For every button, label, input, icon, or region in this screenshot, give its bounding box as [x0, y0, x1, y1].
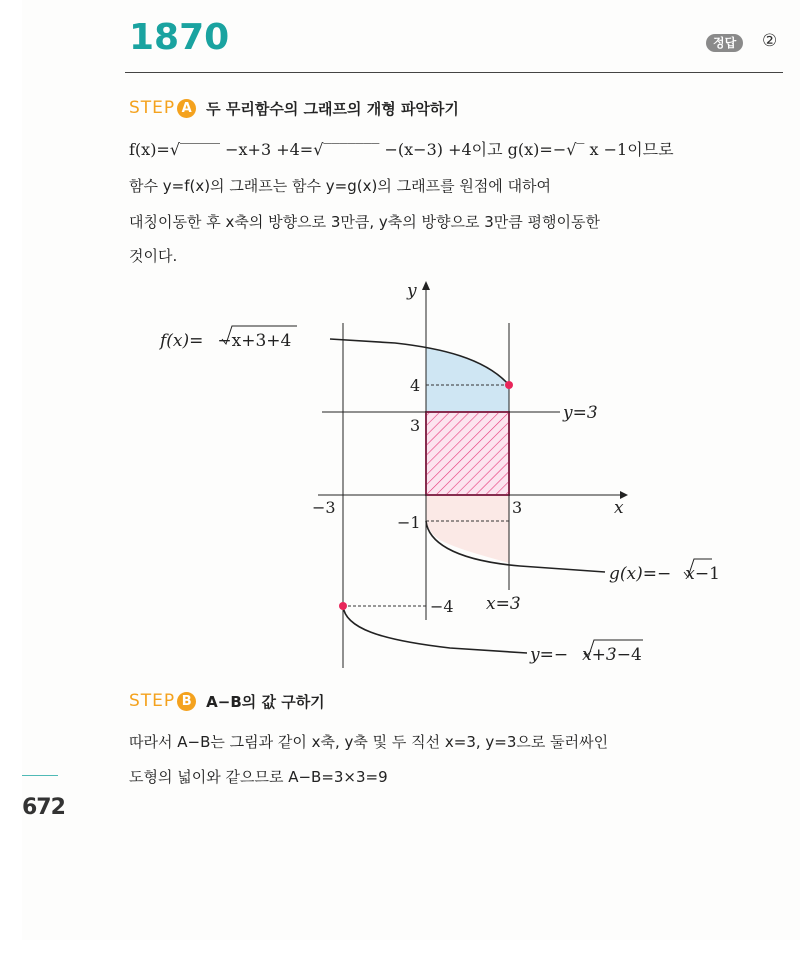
step-b-line-2	[129, 766, 388, 787]
label-h-b: −4	[616, 645, 642, 665]
step-b-line-2-text: 도형의 넓이와 같으므로 A−B=3×3=9	[129, 768, 388, 786]
step-b-label: STEP	[129, 691, 176, 711]
tick-4: 4	[410, 376, 421, 395]
y-axis-label: y	[407, 281, 417, 301]
step-b-circle: B	[177, 692, 196, 711]
x-axis-label: x	[614, 498, 624, 518]
label-f-rad: −x+3	[217, 331, 267, 351]
label-g	[609, 564, 720, 584]
answer-value: ②	[762, 31, 778, 51]
answer-badge: 정답	[706, 34, 743, 52]
point-3-4	[505, 381, 513, 389]
step-a-line-3-text: 대칭이동한 후 x축의 방향으로 3만큼, y축의 방향으로 3만큼 평행이동한	[129, 213, 600, 231]
label-f-a: f(x)=	[160, 331, 204, 351]
point-neg3-neg4	[339, 602, 347, 610]
step-b-heading	[129, 689, 325, 713]
label-h-rad: x+3	[582, 645, 617, 665]
hatched-square	[426, 412, 509, 495]
tick-neg3: −3	[312, 498, 336, 517]
label-y-3: y=3	[563, 403, 598, 423]
page-number: 672	[22, 795, 65, 820]
step-a-label: STEP	[129, 98, 176, 118]
step-a-circle: A	[177, 99, 196, 118]
page-number-rule	[22, 775, 58, 776]
pink-shaded-region	[426, 495, 509, 563]
problem-number: 1870	[129, 17, 230, 58]
label-g-a: g(x)=−	[609, 564, 672, 584]
tick-3-x: 3	[512, 498, 523, 517]
tick-3-y: 3	[410, 416, 421, 435]
step-b-title: A−B의 값 구하기	[206, 692, 325, 711]
step-b-line-1-text: 따라서 A−B는 그림과 같이 x축, y축 및 두 직선 x=3, y=3으로 둘러싸인	[129, 733, 609, 751]
step-a-line-2-text: 함수 y=f(x)의 그래프는 함수 y=g(x)의 그래프를 원점에 대하여	[129, 177, 552, 195]
step-b-line-1	[129, 731, 608, 752]
step-a-line-1-text: f(x)=√‾‾‾‾‾ −x+3 +4=√‾‾‾‾‾‾‾ −(x−3) +4이고 g(x)=−√‾ x −1이므로	[129, 140, 674, 159]
step-a-line-4-text: 것이다.	[129, 247, 178, 265]
y-axis-arrow	[422, 281, 430, 290]
label-f	[158, 331, 291, 351]
label-g-b: −1	[694, 564, 720, 584]
label-f-b: +4	[266, 331, 292, 351]
label-h-a: y=−	[530, 645, 569, 665]
label-x-3: x=3	[486, 594, 521, 614]
step-a-title: 두 무리함수의 그래프의 개형 파악하기	[206, 99, 459, 118]
tick-neg1: −1	[397, 513, 421, 532]
tick-neg4: −4	[430, 597, 454, 616]
label-g-rad: x	[685, 564, 695, 584]
